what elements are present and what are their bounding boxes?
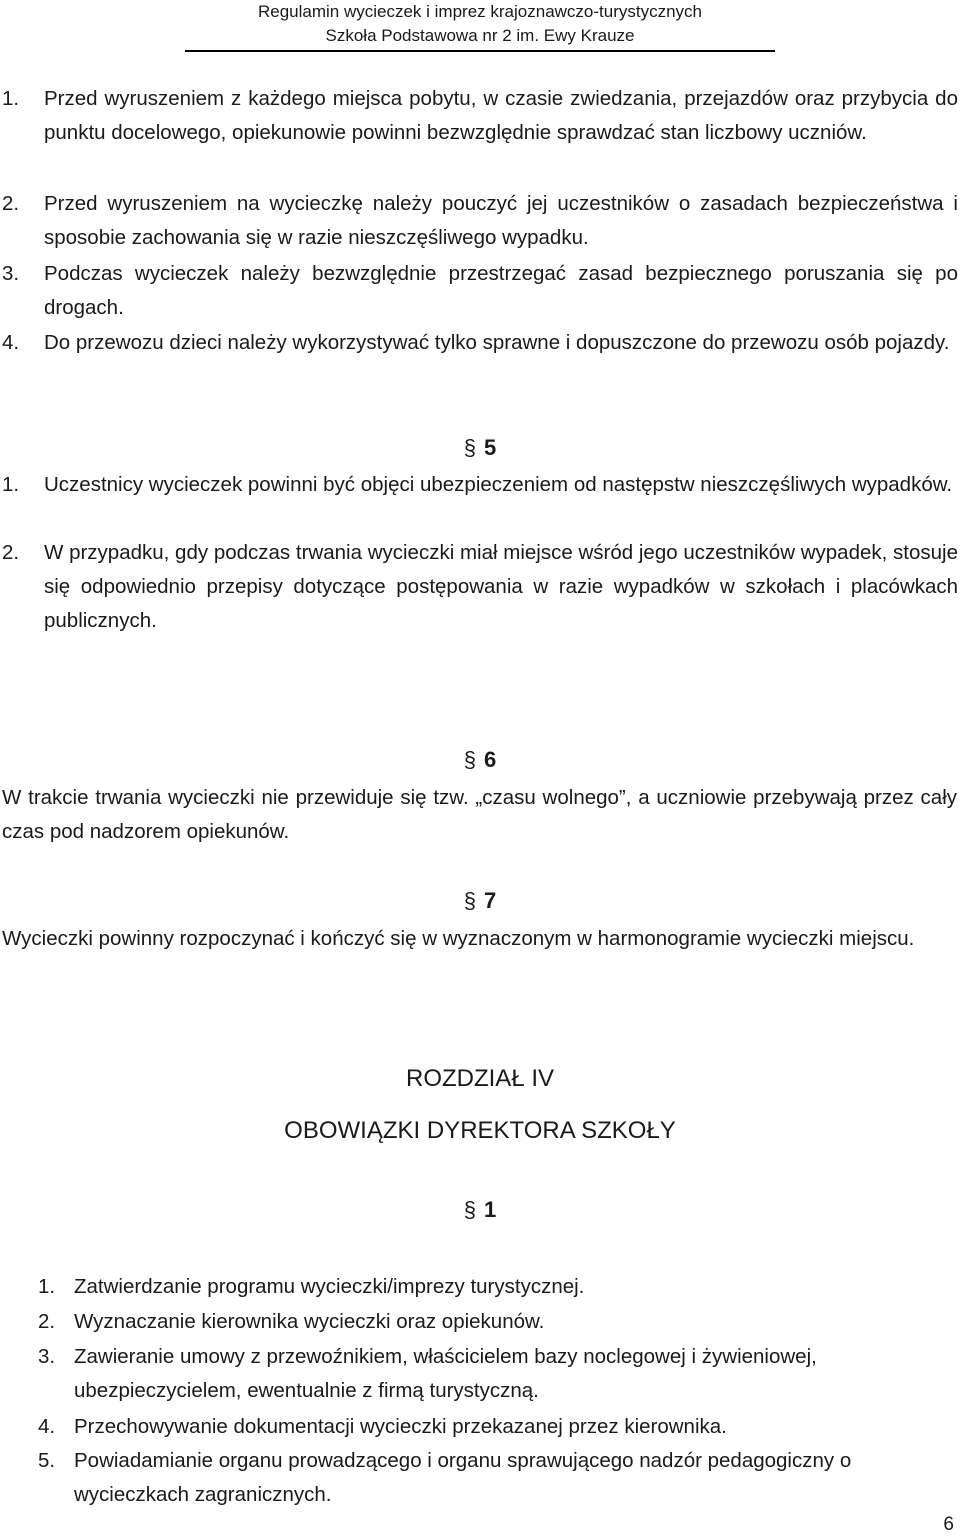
section-7-paragraph: Wycieczki powinny rozpoczynać i kończyć się w wyznaczonym w harmonogramie wycieczki miejscu. (2, 927, 915, 950)
chapter-subtitle: OBOWIĄZKI DYREKTORA SZKOŁY (284, 1117, 676, 1144)
list-item: 3. Podczas wycieczek należy bezwzględnie przestrzegać zasad bezpiecznego poruszania się po drogach. (2, 262, 958, 319)
list-item: 2. Przed wyruszeniem na wycieczkę należy pouczyć jej uczestników o zasadach bezpieczeństwa i sposobie zachowania się w razie nieszczęśliwego wypadku. (2, 192, 958, 249)
list-item: 1. Uczestnicy wycieczek powinni być objęci ubezpieczeniem od następstw nieszczęśliwych wypadków. (2, 473, 953, 496)
chapter-title: ROZDZIAŁ IV (405, 1065, 555, 1092)
list-item: 2. W przypadku, gdy podczas trwania wycieczki miał miejsce wśród jego uczestników wypadek, stosuje się odpowiednio przepisy dotyczące postępowania w razie wypadków w szkołach i placówkach publicznych. (2, 541, 958, 632)
section-heading-6: § 6 (463, 747, 497, 772)
list-item: 4. Przechowywanie dokumentacji wycieczki przekazanej przez kierownika. (38, 1415, 727, 1438)
list-item: 1. Zatwierdzanie programu wycieczki/imprezy turystycznej. (38, 1275, 585, 1298)
list-item: 3. Zawieranie umowy z przewoźnikiem, właścicielem bazy noclegowej i żywieniowej, ubezpieczycielem, ewentualnie z firmą turystyczną. (38, 1345, 817, 1402)
page-number: 6 (943, 1514, 954, 1535)
header-title: Regulamin wycieczek i imprez krajoznawczo-turystycznych (257, 2, 703, 21)
header-rule (185, 50, 775, 52)
section-6-paragraph: W trakcie trwania wycieczki nie przewiduje się tzw. „czasu wolnego”, a uczniowie przebywają przez cały czas pod nadzorem opiekunów. (2, 786, 957, 843)
list-item: 5. Powiadamianie organu prowadzącego i organu sprawującego nadzór pedagogiczny o wycieczkach zagranicznych. (38, 1449, 852, 1506)
section-heading-5: § 5 (463, 435, 497, 460)
page-header (0, 0, 960, 50)
list-item: 1. Przed wyruszeniem z każdego miejsca pobytu, w czasie zwiedzania, przejazdów oraz przybycia do punktu docelowego, opiekunowie powinni bezwzględnie sprawdzać stan liczbowy uczniów. (2, 87, 958, 144)
section-heading-7: § 7 (463, 888, 497, 913)
list-item: 4. Do przewozu dzieci należy wykorzystywać tylko sprawne i dopuszczone do przewozu osób pojazdy. (2, 331, 950, 354)
section-heading-1: § 1 (463, 1197, 497, 1222)
header-school: Szkoła Podstawowa nr 2 im. Ewy Krauze (325, 26, 635, 45)
list-item: 2. Wyznaczanie kierownika wycieczki oraz opiekunów. (38, 1310, 545, 1333)
